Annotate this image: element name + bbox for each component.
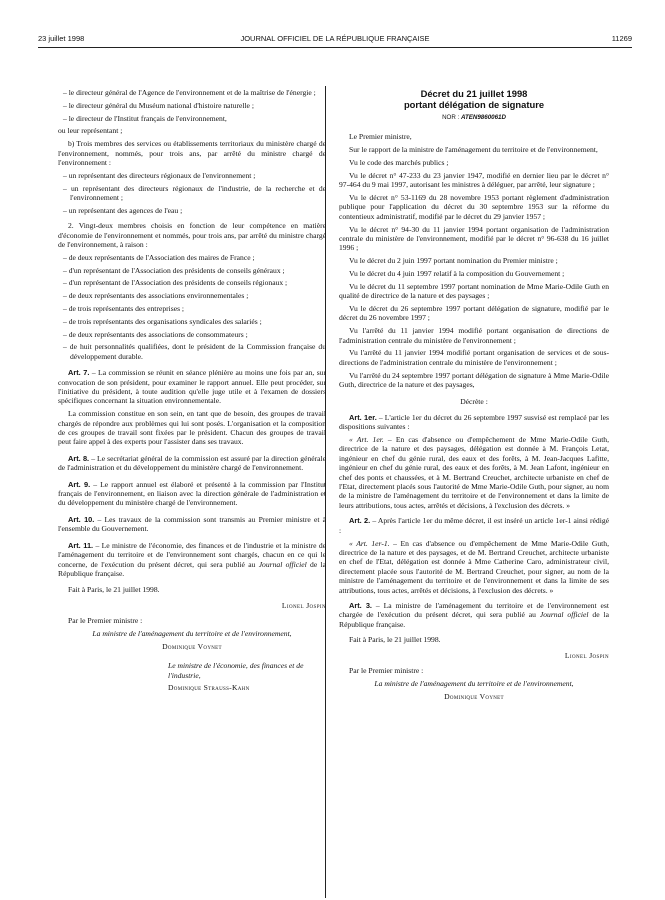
article-9 [58,480,326,508]
header-rule [38,47,632,48]
article-7 [58,368,326,406]
quote-label: « Art. 1er-1. – [349,538,397,548]
list-item: – d'un représentant de l'Association des présidents de conseils régionaux ; [63,278,288,288]
left-column [58,88,326,696]
minister-title: La ministre de l'aménagement du territoire et de l'environnement, [374,678,574,688]
done-at: Fait à Paris, le 21 juillet 1998. [349,635,441,645]
right-column [339,88,609,704]
signatory-pm: Lionel Jospin [564,650,609,660]
article-10 [58,515,326,534]
nor-reference [339,113,609,122]
article-text: – Après l'article 1er du même décret, il est inséré un article 1er-1 ainsi rédigé : [339,516,609,535]
list-item: – le directeur de l'Institut français de l'environnement, [63,113,227,123]
journal-officiel-ref: Journal officiel [258,559,307,569]
article-11 [58,541,326,579]
article-text: – La commission se réunit en séance plénière au moins une fois par an, sur convocation de son président, pour examiner le rapport annuel. Elle peut procéder, sur l'initiative du président, à toute audition qu'elle juge utile et à l'examen de dossiers spécifiques concernant la situation environnementale. [58,368,326,406]
article-text: – La ministre de l'aménagement du territoire et de l'environnement est chargée de l'exécution du présent décret, qui sera publié au [339,600,609,620]
article-text-end: de la République française. [58,559,326,578]
list-item: – un représentant des directeurs régionaux de l'environnement ; [63,170,256,180]
visa: Vu le décret du 26 septembre 1997 portant délégation de signature, modifié par le décret du 26 novembre 1997 ; [339,304,609,323]
decree-title-line-2: portant délégation de signature [403,99,545,110]
list-item: – de huit personnalités qualifiées, dont le président de la Commission française du développement durable. [63,342,326,361]
signatory-pm: Lionel Jospin [281,600,326,610]
list-item: – de deux représentants de l'Association des maires de France ; [63,252,255,262]
list-item: – le directeur général du Muséum national d'histoire naturelle ; [63,100,254,110]
list-item: – de trois représentants des organisations syndicales des salariés ; [63,316,262,326]
page-header [38,34,632,46]
list-item: – le directeur général de l'Agence de l'environnement et de la maîtrise de l'énergie ; [63,88,316,97]
article-text: – Les travaux de la commission sont transmis au Premier ministre et à l'ensemble du Gouvernement. [58,514,326,534]
article-label: Art. 1er. [349,412,377,422]
minister-title: La ministre de l'aménagement du territoire et de l'environnement, [92,628,292,638]
article-text-end: de la République française. [339,610,610,629]
visa: Vu le décret du 11 septembre 1997 portant nomination de Mme Marie-Odile Guth en qualité de directrice de la nature et des paysages ; [339,281,609,301]
article-label: Art. 3. [349,600,372,610]
list-item: – un représentant des directeurs régionaux de l'industrie, de la recherche et de l'environnement ; [63,183,326,202]
list-item: – de deux représentants des associations de consommateurs ; [63,329,248,339]
paragraph: ou leur représentant ; [58,126,123,136]
article-7-paragraph-2: La commission constitue en son sein, en tant que de besoin, des groupes de travail chargés de répondre aux problèmes qui lui sont posés. L'organisation et la composition de ces groupes de travail sont fixées par le président. Chacun des groupes de travail peut faire appel à des experts pour l'assister dans ses travaux. [58,409,326,447]
eco-minister-name: Dominique Strauss-Kahn [168,683,250,693]
paragraph-2-intro: 2. Vingt-deux membres choisis en fonction de leur compétence en matière d'économie de l'environnement et nommés, pour trois ans, par arrêté du ministre chargé de l'environnement, à raison : [58,221,326,250]
article-text: – Le ministre de l'économie, des finances et de l'industrie et la ministre de l'aménagement du territoire et de l'environnement sont chargés, chacun en ce qui le concerne, de l'exécution du présent décret, qui sera publié au [58,540,326,569]
article-text: – L'article 1er du décret du 26 septembre 1997 susvisé est remplacé par les dispositions suivantes : [339,412,609,432]
decree-title [339,88,609,110]
journal-officiel-ref: Journal officiel [539,610,589,620]
visa: Vu le décret n° 94-30 du 11 janvier 1994 portant organisation de l'administration centrale du ministère de l'environnement, modifié par le décret n° 96-638 du 16 juillet 1996 ; [339,224,609,253]
article-3 [339,601,609,629]
article-1 [339,413,609,432]
nor-code: ATEN9860061D [460,114,506,121]
visa: Vu l'arrêté du 11 janvier 1994 modifié portant organisation de services et de sous-directions de l'administration centrale du ministère de l'environnement ; [339,348,609,367]
list-item: – de trois représentants des entreprises ; [63,304,185,313]
quote-label: « Art. 1er. – [349,435,392,445]
article-label: Art. 11. [68,540,94,550]
article-label: Art. 9. [68,479,91,489]
header-date: 23 juillet 1998 [38,34,85,43]
by-pm: Par le Premier ministre : [349,665,424,675]
article-2-quote [339,539,609,595]
quote-text: En cas d'absence ou d'empêchement de Mme Marie-Odile Guth, directrice de la nature et des paysages, et de M. Bertrand Creuchet, architecte urbaniste en chef de l'Etat, délégation est donnée à Mme Catherine Caro, administrateur civil, directement placée sous l'autorité de M. Bertrand Creuchet, pour signer, au nom de la ministre de l'aménagement du territoire et de l'environnement et dans la limite de ses attributions, tous actes, arrêtés et décisions, à l'exclusion des décrets. » [339,538,609,595]
article-label: Art. 2. [349,516,371,526]
article-label: Art. 10. [68,514,95,524]
article-label: Art. 7. [68,368,90,378]
list-item: – un représentant des agences de l'eau ; [63,205,183,215]
decree-title-line-1: Décret du 21 juillet 1998 [420,88,528,99]
header-page-number: 11269 [611,34,632,43]
visa: Vu l'arrêté du 24 septembre 1997 portant délégation de signature à Mme Marie-Odile Guth, directrice de la nature et des paysages, [339,370,609,390]
nor-label: NOR : [442,114,461,121]
visa: Vu le décret du 4 juin 1997 relatif à la composition du Gouvernement ; [349,269,565,279]
visa: Vu le décret du 2 juin 1997 portant nomination du Premier ministre ; [349,256,558,266]
visa: Vu l'arrêté du 11 janvier 1994 modifié portant organisation de directions de l'administration centrale du ministère de l'environnement ; [339,326,609,345]
done-at: Fait à Paris, le 21 juillet 1998. [68,585,160,595]
eco-minister-title: Le ministre de l'économie, des finances et de l'industrie, [168,661,304,680]
premier-ministre: Le Premier ministre, [349,132,412,142]
by-pm: Par le Premier ministre : [68,616,143,626]
minister-name: Dominique Voynet [162,641,222,651]
article-text: – Le rapport annuel est élaboré et présenté à la commission par l'Institut français de l'environnement, en liaison avec la direction générale de l'administration et du développement du ministère chargé de l'environnement. [58,479,326,508]
quote-text: En cas d'absence ou d'empêchement de Mme Marie-Odile Guth, directrice de la nature et des paysages, délégation est donnée à M. François Letat, ingénieur en chef du génie rural, des eaux et des forêts, à M. Jean-Jacques Lafitte, ingénieur en chef du génie rural, des eaux et des forêts, à M. Jean Lafont, ingénieur en chef des ponts et chaussées, et à M. Bertrand Creuchet, architecte urbaniste en chef de l'Etat, directement placés sous l'autorité de Mme Marie-Odile Guth, pour signer, au nom de la ministre de l'aménagement du territoire et de l'environnement et dans la limite de leurs attributions, tous actes, arrêtés et décisions, à l'exclusion des décrets. » [339,435,610,510]
article-text: – Le secrétariat général de la commission est assuré par la direction générale de l'administration et du développement du ministère chargé de l'environnement. [58,453,326,473]
list-item: – de deux représentants des associations environnementales ; [63,291,249,301]
article-1-quote [339,435,609,510]
minister-name: Dominique Voynet [444,691,504,701]
visa: Vu le code des marchés publics ; [349,158,449,167]
article-label: Art. 8. [68,453,90,463]
visa: Vu le décret n° 47-233 du 23 janvier 1947, modifié en dernier lieu par le décret n° 97-464 du 9 mai 1997, autorisant les ministres à déléguer, par arrêté, leur signature ; [339,170,609,190]
paragraph-b-intro: b) Trois membres des services ou établissements territoriaux du ministère chargé de l'environnement, nommés, pour trois ans, par arrêté du ministre chargé de l'environnement : [58,139,326,167]
decrete: Décrète : [460,397,488,407]
article-8 [58,454,326,473]
article-2 [339,516,609,535]
visa: Vu le décret n° 53-1169 du 28 novembre 1953 portant règlement d'administration publique pour l'application du décret du 30 septembre 1953 sur la réforme du contentieux administratif, modifié par le décret du 29 janvier 1957 ; [339,193,609,221]
visa: Sur le rapport de la ministre de l'aménagement du territoire et de l'environnement, [349,145,598,155]
header-journal-title: JOURNAL OFFICIEL DE LA RÉPUBLIQUE FRANÇAISE [240,34,430,43]
list-item: – d'un représentant de l'Association des présidents de conseils généraux ; [63,265,285,275]
